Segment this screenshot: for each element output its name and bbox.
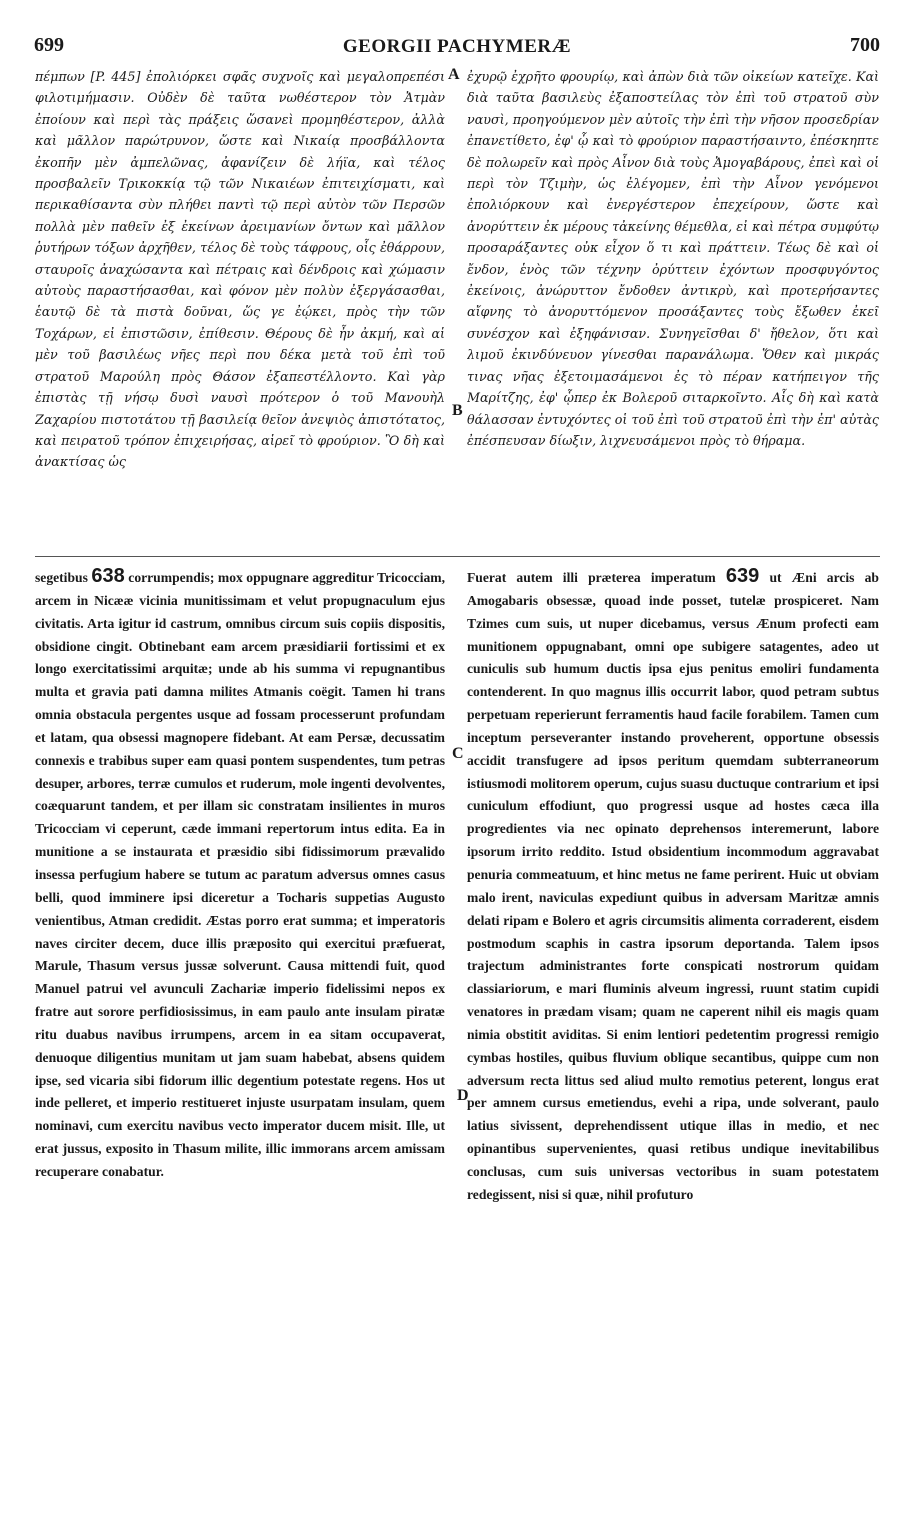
greek-column-right [467,66,879,566]
latin-text-right: ut Æni arcis ab Amogabaris obsessæ, quoad inde posset, tutelæ prospiceret. Nam Tzimes cum suis, ut nuper dicebamus, versus Ænum profecti eam munitionem oppugnabant, omni ope subigere satagentes, adeo ut cuniculis sub humum ductis ipsa ejus penitus emoliri fundamenta contenderent. In quo magnus illis occurrit labor, quod petram subtus perpetuam reperierunt ferramentis haud facile forabilem. Tamen cum inceptum perseveranter instando proveherent, opportune obsessis accidit transfugere ad ipsos peritum quemdam subterraneorum istiusmodi molitorem operum, cujus suasu ductuque contrarium et ipsi cuniculum effodiunt, quo progressi usque ad hostes cæca illa progredientes via nec opinato deprehensos interemerunt, labore ipsorum irrito reddito. Istud obsidentium incommodum aggravabat penuria commeatuum, et hinc metus ne fame perirent. Huic ut obviam malo irent, naviculas expediunt quibus in adversam Maritzæ amnis delati ripam e Bolero et agris circumsitis alimenta corraderent, eisdem postmodum scaphis in castra ipsorum deportanda. Talem ipsos trajectum administrantes forte conspicati nostrorum quidam classiariorum, e mari fluminis alveum ingressi, ruunt statim cupidi venatores in prædam visam; quam ne caperent nihil eis magis quam nimia obstitit aviditas. Si enim lentiori pedetentim progressi remigio cymbas hostiles, quibus fluvium oblique secantibus, quippe cum non adversum recta littus sed aliud multo remotius peterent, longus erat per amnem cursus emetiendus, evehi a ripa, unde solverant, paulo latius sivissent, deprehendissent utique illas in medio, et nec opinantibus supervenientes, quasi retibus undique inevitabilibus conclusas, cum suis universas vectoribus in suam potestatem redegissent, nisi si quæ, nihil profuturo [467,570,879,1202]
page-number-left: 699 [34,34,64,56]
section-divider [35,556,880,557]
margin-marker-a: A [448,66,460,83]
latin-paragraph-right [467,566,879,1207]
running-title: GEORGII PACHYMERÆ [342,36,572,57]
inline-page-number-right: 639 [725,566,760,587]
latin-lead-left: segetibus [35,570,88,585]
latin-column-right [467,566,879,1536]
running-header [34,34,880,64]
margin-marker-d: D [457,1087,469,1104]
latin-text-left: corrumpendis; mox oppugnare aggreditur Tricocciam, arcem in Nicææ vicinia munitissimam et velut propugnaculum ejus civitatis. Arta igitur id castrum, omnibus circum suis copiis dispositis, obsidione cingit. Obtinebant eam arcem præsidiarii fortissimi et ex longo exercitatissimi arquitæ; unde ab his summa vi repugnantibus multa et gravia pati damna milites Atmanis coëgit. Tamen hi trans omnia obstacula pergentes usque ad fossam processerunt profundam et latam, qua obsessi magnopere fidebant. At eam Persæ, decussatim connexis e trabibus super eam quasi pontem suspendentes, tum petras desuper, arbores, terræ cumulos et ruderum, mole ingenti devolventes, coæquarunt tandem, et per illam sic constratam insilientes in muros Tricocciam vi ceperunt, cæde immani repertorum intus edita. Ea in munitione a se instaurata et præsidio sibi fidissimorum prævalido insessa perfugium habere se tutum ac paratum adversus omnes casus belli, quod imminere ipsi diceretur a Tocharis suppetias Augusto venientibus, Atman credidit. Æstas porro erat summa; et imperatoris naves circiter decem, duce illis præposito qui exercitui præfuerat, Marule, Thasum versus jussæ solverunt. Causa mittendi fuit, quod Manuel patrui vel avunculi Zachariæ imperio fidelissimi nepos ex fratre aut sorore perfidiosissimus, in eam paulo ante insulam piratæ ritu duabus navibus irrumpens, arcem in ea sitam occupaverat, denuoque diligentius munitam ut jam suam habebat, absens quidem ipse, sed vicaria sibi fidorum illic degentium potestate regens. Hos ut inde pelleret, et imperio restitueret injuste usurpatam insulam, quem nominavi, cum exercitu navibus vecto imperator ducem misit. Ille, ut erat jussus, exposito in Thasum milite, illic immorans arcem amissam recuperare conabatur. [35,570,445,1179]
margin-marker-c: C [452,745,464,762]
margin-marker-b: B [452,402,463,419]
greek-text-right: ἐχυρῷ ἐχρῆτο φρουρίῳ, καὶ ἀπὼν διὰ τῶν οἰκείων κατεῖχε. Καὶ διὰ ταῦτα βασιλεὺς ἐξαποστείλας τὸν ἐπὶ τοῦ στρατοῦ σὺν ναυσὶ, προηγούμενον μὲν αὐτοῖς τὴν ἐπὶ τὴν νῆσον προσεδρίαν ἐπανετίθετο, ἐφ' ᾧ καὶ τὸ φρούριον παραστήσαιντο, ἐπέσκηπτε δὲ πολωρεῖν καὶ πρὸς Αἶνον διὰ τοὺς Ἀμογαβάρους, ἐπεὶ καὶ οἱ περὶ τὸν Τζιμὴν, ὡς ἐλέγομεν, ἐπὶ τὴν Αἶνον γενόμενοι ἐπολιόρκουν καὶ ἐνεργέστερον ἐπεχείρουν, ὥστε καὶ ἀνορύττειν ἐκ μέρους τἀκείνης θέμεθλα, εἰ καὶ πέτρα συμφύτῳ προσαράξαντες οὐκ εἶχον ὅ τι καὶ πράττειν. Τέως δὲ καὶ οἱ ἔνδον, ἑνὸς τῶν τέχνην ὀρύττειν ἐχόντων προσφυγόντος ἐκείνοις, ἀνώρυττον ἔνδοθεν ἀντικρὺ, καὶ προτερήσαντες αἴφνης τὸ ἀνορυττόμενον προσάξαντες τοὺς ἔξωθεν ἐκεῖ συνέσχον καὶ ἐξηφάνισαν. Συνηγεῖσθαι δ' ἤθελον, ὅτι καὶ λιμοῦ ἐκινδύνευον γίνεσθαι παρανάλωμα. Ὅθεν καὶ μικράς τινας νῆας ἐξετοιμασάμενοι ἐς τὸ πέραν κατήπειγον τῆς Μαρίτζης, ἐφ' ᾧπερ ἐκ Βολεροῦ σιταρκοῖντο. Αἷς δὴ καὶ κατὰ θάλασσαν ἐντυχόντες οἱ τοῦ ἐπὶ τοῦ στρατοῦ ἐπὶ τὴν ἐπ' αὐτὰς ἐπέσπευσαν δίωξιν, λιχνευσάμενοι πρὸς τὸ θήραμα. [467,69,879,448]
inline-page-number-left: 638 [91,566,125,587]
greek-text-left: πέμπων [P. 445] ἐπολιόρκει σφᾶς συχνοῖς καὶ μεγαλοπρεπέσι φιλοτιμήμασιν. Οὐδὲν δὲ ταῦτα νωθέστερον τὸν Ἀτμὰν ἐποίουν καὶ περὶ τὰς πράξεις ὥσανεὶ προμηθέστερον, ἀλλὰ καὶ μᾶλλον παρώτρυνον, ὥστε καὶ Νικαίᾳ προσβάλλοντα ἐκοπῆν μὲν ἀμπελῶνας, ἀφανίζειν δὲ λήϊα, καὶ τέλος προσβαλεῖν Τρικοκκίᾳ τῷ τῶν Νικαιέων ἐπιτειχίσματι, καὶ περικαθίσαντα σὺν πλήθει παντὶ τῷ περὶ αὐτὸν τῶν Περσῶν πολλὰ μὲν παθεῖν ἐξ ἐκείνων ἀρειμανίων ὄντων καὶ μᾶλλον ῥυτήρων τόξων ἀρχῆθεν, τέλος δὲ τοὺς τάφρους, οἷς ἐθάρρουν, σταυροῖς ἀναχώσαντα καὶ πέτραις καὶ δένδροις καὶ χώμασιν αὐτοὺς παραστήσασθαι, καὶ φόνον μὲν πολὺν ἐξεργάσασθαι, ἑαυτῷ δὲ τὰ πιστὰ δοῦναι, ὥς γε ἐῴκει, πρὸς τὴν τῶν Τοχάρων, εἰ ἐπιστῶσιν, ἐπίθεσιν. Θέρους δὲ ἦν ἀκμή, καὶ αἱ μὲν τοῦ βασιλέως νῆες περὶ που δέκα μετὰ τοῦ ἐπὶ τοῦ στρατοῦ Μαρούλη πρὸς Θάσον ἐξαπεστέλλοντο. Καὶ γὰρ ἐπιστὰς τῇ νήσῳ δυσὶ ναυσὶ πρότερον ὁ τοῦ Μανουὴλ Ζαχαρίου πιστοτάτου τῇ βασιλείᾳ θεῖον ἀνεψιὸς ἀπιστότατος, καὶ πειρατοῦ τρόπον ἐπιχειρήσας, αἱρεῖ τὸ φρούριον. Ὃ δὴ καὶ ἀνακτίσας ὡς [35,69,445,470]
greek-column-left [35,66,445,566]
latin-column-left [35,566,445,1536]
latin-lead-right: Fuerat autem illi præterea imperatum [467,570,716,585]
latin-paragraph-left [35,566,445,1184]
page-number-right: 700 [850,34,880,56]
